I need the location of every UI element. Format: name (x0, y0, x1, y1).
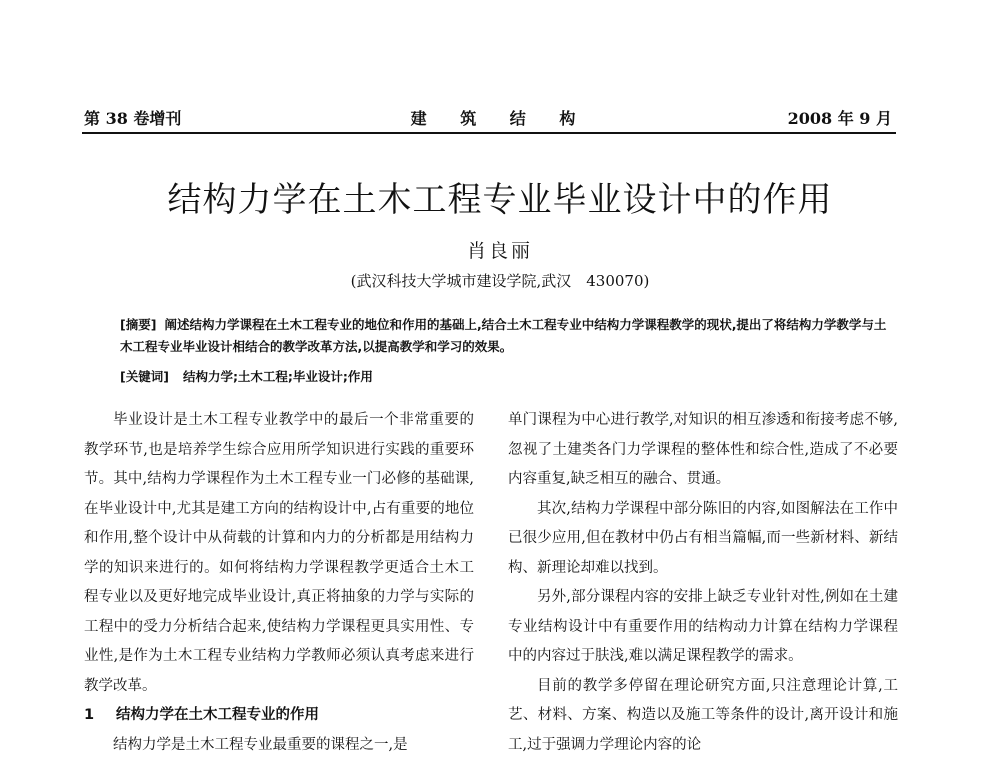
right-column (508, 406, 898, 760)
author-affiliation: (武汉科技大学城市建设学院,武汉 430070) (350, 272, 650, 290)
section-title: 结构力学在土木工程专业的作用 (116, 707, 319, 723)
paragraph-continued: 单门课程为中心进行教学,对知识的相互渗透和衔接考虑不够,忽视了土建类各门力学课程的整体性和综合性,造成了不必要内容重复,缺乏相互的融合、贯通。 (508, 412, 898, 487)
paragraph: 目前的教学多停留在理论研究方面,只注意理论计算,工艺、材料、方案、构造以及施工等条件的设计,离开设计和施工,过于强调力学理论内容的论 (508, 677, 898, 753)
paragraph: 另外,部分课程内容的安排上缺乏专业针对性,例如在土建专业结构设计中有重要作用的结构动力计算在结构力学课程中的内容过于肤浅,难以满足课程教学的需求。 (508, 589, 898, 664)
article-title: 结构力学在土木工程专业毕业设计中的作用 (167, 180, 833, 220)
abstract-label: [摘要] (120, 317, 157, 332)
section-paragraph: 结构力学是土木工程专业最重要的课程之一,是 (113, 736, 408, 753)
header-rule (82, 132, 896, 134)
section-heading (84, 701, 474, 731)
keywords (120, 366, 890, 388)
section-number: 1 (84, 707, 95, 723)
keywords-text: 结构力学;土木工程;毕业设计;作用 (182, 369, 373, 384)
intro-paragraph: 毕业设计是土木工程专业教学中的最后一个非常重要的教学环节,也是培养学生综合应用所学知识进行实践的重要环节。其中,结构力学课程作为土木工程专业一门必修的基础课,在毕业设计中,尤其是建工方向的结构设计中,占有重要的地位和作用,整个设计中从荷载的计算和内力的分析都是用结构力学的知识来进行的。如何将结构力学课程教学更适合土木工程专业以及更好地完成毕业设计,真正将抽象的力学与实际的工程中的受力分析结合起来,使结构力学课程更具实用性、专业性,是作为土木工程专业结构力学教师必须认真考虑来进行教学改革。 (84, 412, 474, 694)
author-name: 肖良丽 (466, 240, 533, 262)
header-date: 2008 年 9 月 (787, 109, 892, 128)
keywords-label: [关键词] (120, 369, 169, 384)
left-column (84, 406, 474, 760)
header-journal-name: 建 筑 结 构 (410, 109, 590, 128)
abstract-text: 阐述结构力学课程在土木工程专业的地位和作用的基础上,结合土木工程专业中结构力学课程教学的现状,提出了将结构力学教学与土木工程专业毕业设计相结合的教学改革方法,以提高教学和学习的效果。 (120, 317, 887, 354)
abstract (120, 314, 890, 358)
header-volume: 第 38 卷增刊 (84, 109, 182, 128)
paragraph: 其次,结构力学课程中部分陈旧的内容,如图解法在工作中已很少应用,但在教材中仍占有相当篇幅,而一些新材料、新结构、新理论却难以找到。 (508, 500, 898, 576)
